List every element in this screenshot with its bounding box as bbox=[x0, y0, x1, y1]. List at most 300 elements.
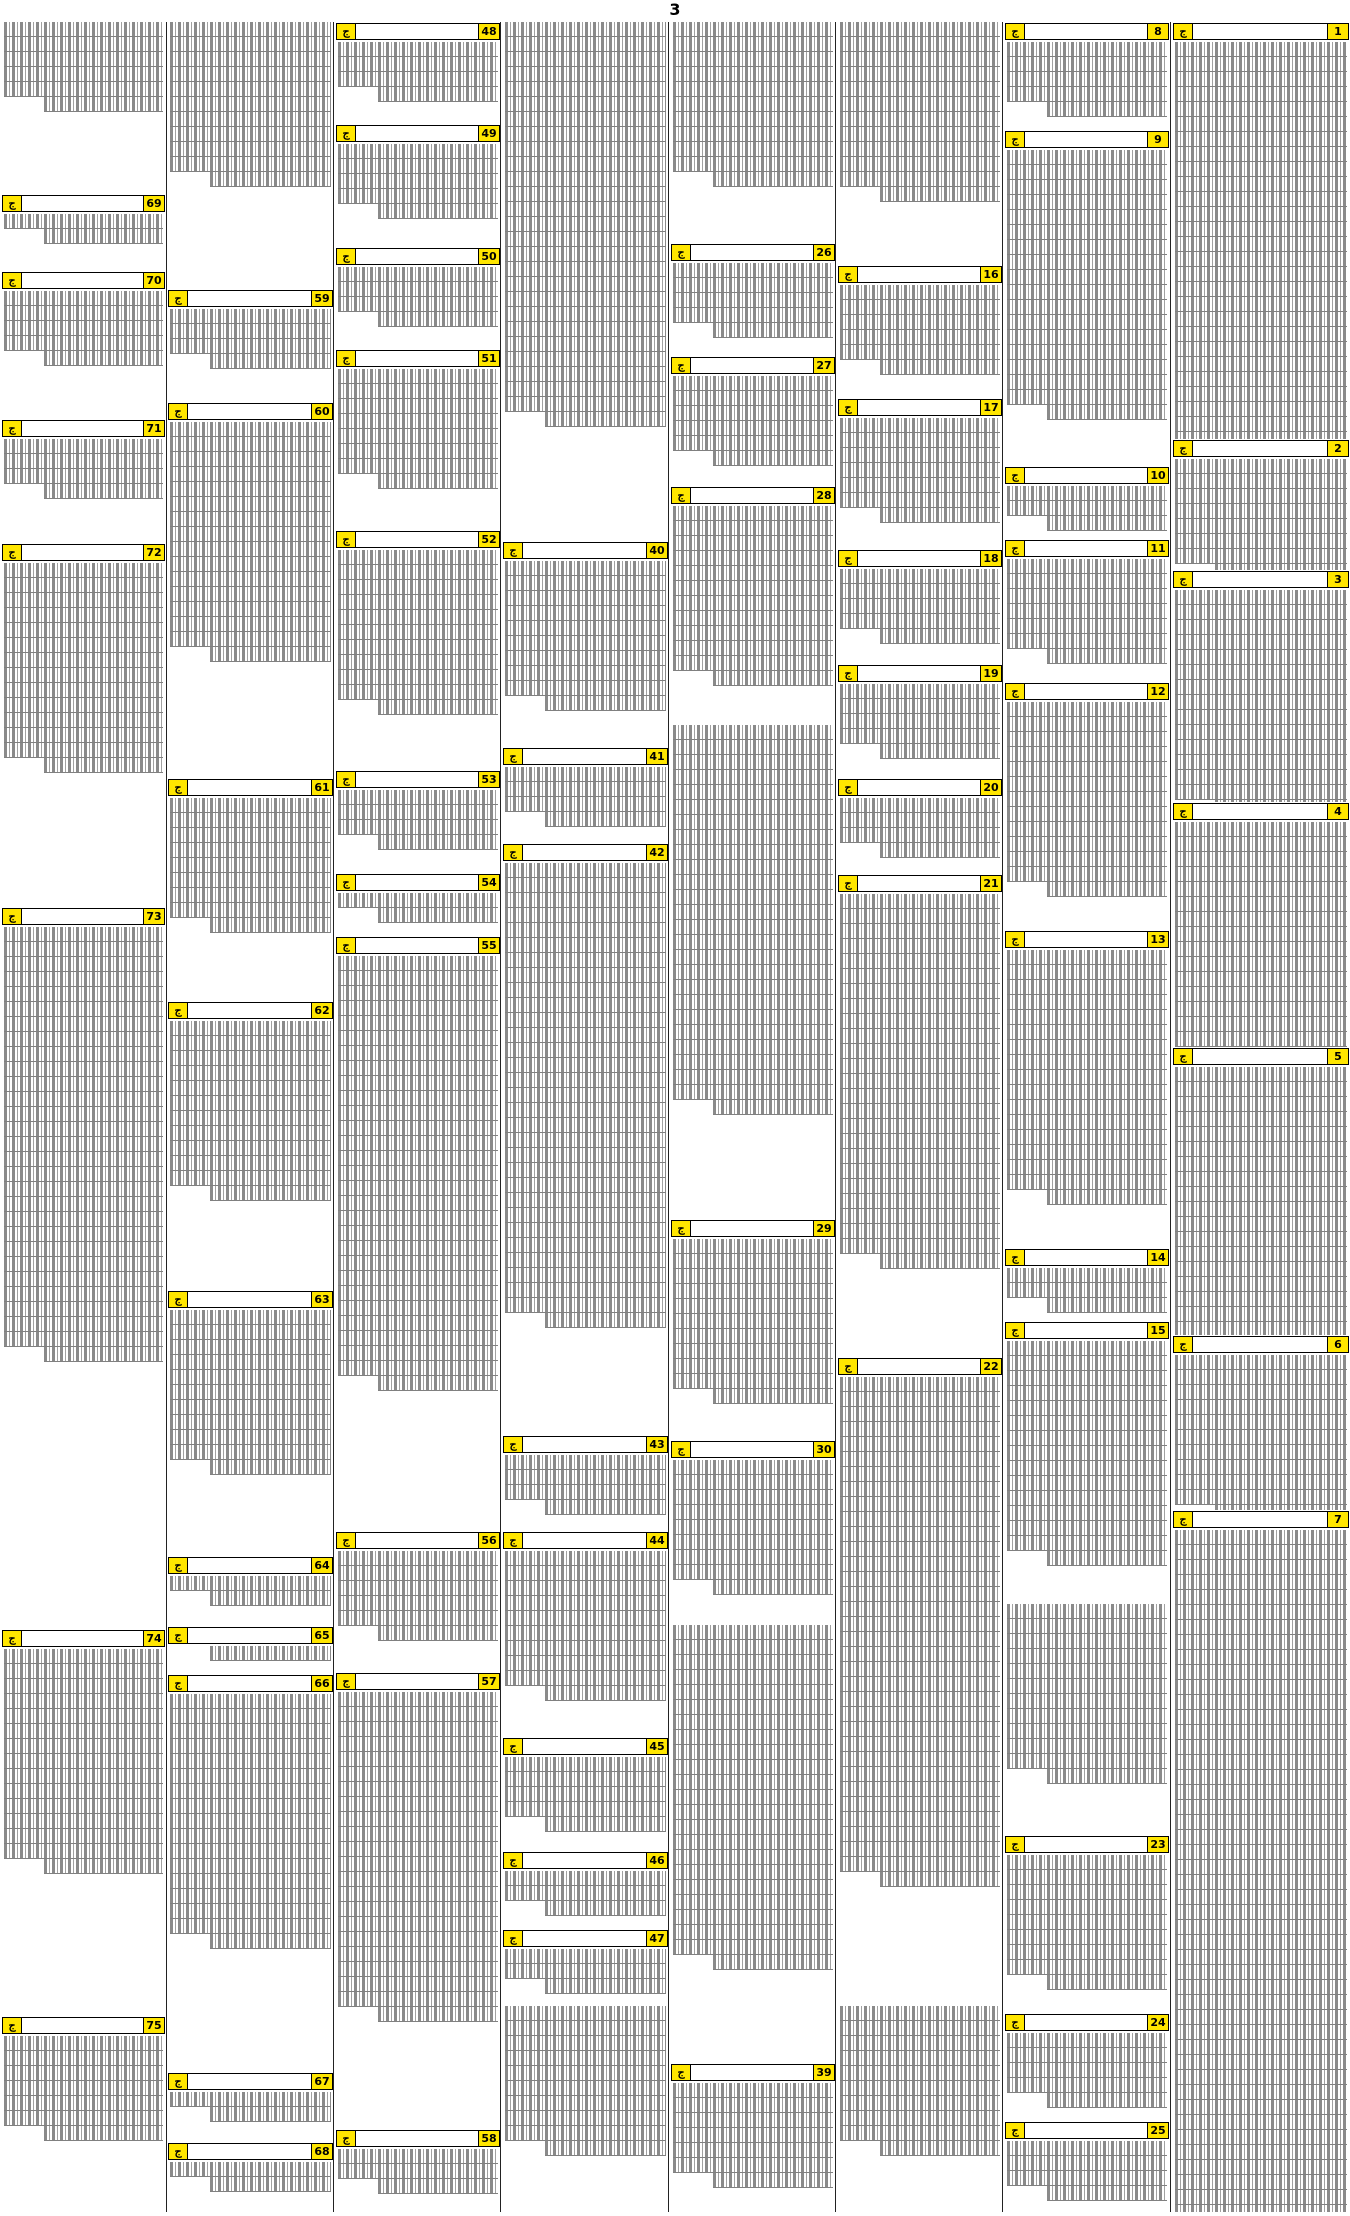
entry-header bbox=[838, 550, 1002, 567]
text-line bbox=[1007, 1160, 1167, 1175]
text-line bbox=[1007, 165, 1167, 180]
text-line bbox=[378, 474, 498, 489]
text-line bbox=[338, 971, 498, 986]
text-line bbox=[673, 436, 833, 451]
header-tag: ج bbox=[1174, 1337, 1193, 1352]
text-line bbox=[1175, 590, 1347, 605]
entry-number: 17 bbox=[980, 400, 1001, 415]
entry-number: 21 bbox=[980, 876, 1001, 891]
text-line bbox=[673, 1865, 833, 1880]
entry-text-block bbox=[336, 144, 500, 246]
text-line bbox=[505, 22, 666, 37]
text-line bbox=[170, 1066, 331, 1081]
text-line bbox=[673, 376, 833, 391]
text-line bbox=[840, 1737, 1000, 1752]
classified-entry bbox=[168, 1001, 333, 1290]
header-band bbox=[858, 876, 980, 891]
text-line bbox=[1175, 1995, 1347, 2010]
text-line bbox=[4, 1332, 163, 1347]
text-line bbox=[840, 954, 1000, 969]
text-line bbox=[505, 277, 666, 292]
entry-text-block bbox=[671, 376, 835, 487]
text-line bbox=[4, 957, 163, 972]
text-line bbox=[1175, 1680, 1347, 1695]
text-line bbox=[338, 670, 498, 685]
text-line bbox=[713, 671, 833, 686]
text-line bbox=[880, 1254, 1000, 1269]
header-tag: ج bbox=[839, 267, 858, 282]
text-line bbox=[4, 1212, 163, 1227]
text-line bbox=[4, 593, 163, 608]
text-line bbox=[1007, 300, 1167, 315]
entry-number: 69 bbox=[143, 196, 164, 211]
text-line bbox=[1007, 747, 1167, 762]
entry-text-block bbox=[1005, 150, 1169, 465]
text-line bbox=[4, 1844, 163, 1859]
text-line bbox=[1175, 252, 1347, 267]
text-line bbox=[505, 187, 666, 202]
text-line bbox=[505, 397, 666, 412]
text-line bbox=[338, 1962, 498, 1977]
text-line bbox=[4, 37, 163, 52]
text-line bbox=[1175, 725, 1347, 740]
text-line bbox=[1047, 405, 1167, 420]
entry-number: 64 bbox=[311, 1558, 332, 1573]
text-line bbox=[545, 2141, 666, 2156]
text-line bbox=[1007, 150, 1167, 165]
text-line bbox=[505, 217, 666, 232]
classified-entry bbox=[1173, 22, 1349, 439]
entry-header bbox=[1005, 1249, 1169, 1266]
text-line bbox=[880, 508, 1000, 523]
text-line bbox=[4, 1664, 163, 1679]
text-line bbox=[338, 57, 498, 72]
text-line bbox=[1175, 1575, 1347, 1590]
text-line bbox=[338, 565, 498, 580]
text-line bbox=[4, 563, 163, 578]
classified-entry bbox=[168, 1556, 333, 1626]
header-band bbox=[1025, 24, 1147, 39]
text-line bbox=[338, 1166, 498, 1181]
entry-text-block bbox=[503, 1455, 668, 1531]
text-line bbox=[1175, 2070, 1347, 2085]
text-line bbox=[840, 1602, 1000, 1617]
header-band bbox=[356, 938, 478, 953]
entry-number: 75 bbox=[143, 2018, 164, 2033]
entry-header bbox=[1005, 540, 1169, 557]
text-line bbox=[338, 1226, 498, 1241]
text-line bbox=[505, 292, 666, 307]
text-line bbox=[840, 2006, 1000, 2021]
text-line bbox=[1175, 1262, 1347, 1277]
text-line bbox=[840, 2126, 1000, 2141]
text-line bbox=[338, 1707, 498, 1722]
column-1 bbox=[1173, 22, 1349, 2212]
text-line bbox=[673, 521, 833, 536]
text-line bbox=[673, 1535, 833, 1550]
text-line bbox=[4, 2081, 163, 2096]
text-line bbox=[673, 1254, 833, 1269]
classified-entry bbox=[168, 1674, 333, 2072]
classified-entry bbox=[503, 747, 668, 843]
classified-entry bbox=[168, 2142, 333, 2212]
entry-number: 58 bbox=[478, 2131, 499, 2146]
text-line bbox=[840, 1452, 1000, 1467]
text-line bbox=[170, 903, 331, 918]
text-line bbox=[1175, 635, 1347, 650]
text-line bbox=[840, 1074, 1000, 1089]
entry-text-block bbox=[503, 2006, 668, 2212]
text-line bbox=[505, 1193, 666, 1208]
text-line bbox=[1007, 2141, 1167, 2156]
text-line bbox=[1007, 1930, 1167, 1945]
entry-number: 7 bbox=[1327, 1512, 1348, 1527]
text-line bbox=[210, 354, 331, 369]
text-line bbox=[840, 1512, 1000, 1527]
text-line bbox=[673, 142, 833, 157]
entry-number: 18 bbox=[980, 551, 1001, 566]
text-line bbox=[673, 830, 833, 845]
entry-text-block bbox=[503, 1757, 668, 1851]
entry-text-block bbox=[168, 1310, 333, 1557]
header-tag: ج bbox=[3, 545, 22, 560]
text-line bbox=[673, 581, 833, 596]
entry-number: 20 bbox=[980, 780, 1001, 795]
text-line bbox=[4, 2051, 163, 2066]
text-line bbox=[1175, 207, 1347, 222]
text-line bbox=[840, 463, 1000, 478]
text-line bbox=[505, 591, 666, 606]
text-line bbox=[673, 67, 833, 82]
text-line bbox=[1007, 2156, 1167, 2171]
header-band bbox=[523, 1853, 646, 1868]
text-line bbox=[1175, 665, 1347, 680]
text-line bbox=[840, 418, 1000, 433]
text-line bbox=[1175, 162, 1347, 177]
entry-header bbox=[671, 1441, 835, 1458]
text-line bbox=[1007, 1634, 1167, 1649]
entry-header bbox=[2, 1630, 165, 1647]
text-line bbox=[545, 1500, 666, 1515]
text-line bbox=[170, 1739, 331, 1754]
text-line bbox=[713, 1955, 833, 1970]
entry-number: 6 bbox=[1327, 1337, 1348, 1352]
text-line bbox=[4, 1137, 163, 1152]
text-line bbox=[673, 1835, 833, 1850]
header-tag: ج bbox=[337, 532, 356, 547]
header-tag: ج bbox=[169, 1558, 188, 1573]
text-line bbox=[1175, 1590, 1347, 1605]
classified-entry bbox=[671, 243, 835, 355]
text-line bbox=[1175, 1430, 1347, 1445]
header-band bbox=[22, 909, 143, 924]
header-tag: ج bbox=[1174, 1512, 1193, 1527]
text-line bbox=[1175, 1635, 1347, 1650]
text-line bbox=[4, 454, 163, 469]
text-line bbox=[673, 656, 833, 671]
classified-entry bbox=[671, 725, 835, 1218]
header-band bbox=[1025, 2123, 1147, 2138]
entry-text-block bbox=[2, 2036, 165, 2212]
text-line bbox=[840, 300, 1000, 315]
text-line bbox=[1175, 267, 1347, 282]
classified-entry bbox=[168, 2072, 333, 2142]
header-band bbox=[188, 1628, 311, 1643]
text-line bbox=[673, 278, 833, 293]
text-line bbox=[1007, 980, 1167, 995]
text-line bbox=[1175, 1127, 1347, 1142]
text-line bbox=[1175, 42, 1347, 57]
text-line bbox=[673, 1700, 833, 1715]
text-line bbox=[673, 1655, 833, 1670]
text-line bbox=[1175, 2115, 1347, 2130]
text-line bbox=[4, 743, 163, 758]
text-line bbox=[505, 2051, 666, 2066]
classified-entry bbox=[1005, 2121, 1169, 2212]
entry-text-block bbox=[1005, 42, 1169, 130]
text-line bbox=[505, 52, 666, 67]
text-line bbox=[170, 798, 331, 813]
entry-header bbox=[503, 1436, 668, 1453]
text-line bbox=[1007, 1401, 1167, 1416]
classified-entry bbox=[838, 2006, 1002, 2212]
text-line bbox=[840, 813, 1000, 828]
entry-header bbox=[503, 748, 668, 765]
entry-text-block bbox=[1005, 559, 1169, 682]
text-line bbox=[840, 729, 1000, 744]
entry-text-block bbox=[336, 369, 500, 530]
text-line bbox=[840, 97, 1000, 112]
entry-number: 73 bbox=[143, 909, 164, 924]
text-line bbox=[505, 878, 666, 893]
text-line bbox=[1007, 1100, 1167, 1115]
header-band bbox=[188, 780, 311, 795]
text-line bbox=[1175, 1370, 1347, 1385]
entry-text-block bbox=[503, 22, 668, 541]
header-band bbox=[356, 24, 478, 39]
entry-header bbox=[2, 195, 165, 212]
text-line bbox=[170, 1769, 331, 1784]
text-line bbox=[1175, 987, 1347, 1002]
text-line bbox=[1007, 1085, 1167, 1100]
text-line bbox=[1175, 1785, 1347, 1800]
header-tag: ج bbox=[672, 358, 691, 373]
classified-entry bbox=[671, 356, 835, 487]
text-line bbox=[44, 351, 163, 366]
text-line bbox=[1175, 387, 1347, 402]
text-line bbox=[880, 360, 1000, 375]
text-line bbox=[170, 1754, 331, 1769]
classified-entry bbox=[336, 22, 500, 124]
text-line bbox=[1047, 102, 1167, 117]
header-band bbox=[188, 1003, 311, 1018]
text-line bbox=[673, 770, 833, 785]
text-line bbox=[840, 584, 1000, 599]
text-line bbox=[170, 339, 331, 354]
text-line bbox=[170, 1799, 331, 1814]
text-line bbox=[1175, 2205, 1347, 2212]
header-band bbox=[22, 545, 143, 560]
text-line bbox=[1007, 995, 1167, 1010]
header-tag: ج bbox=[337, 126, 356, 141]
text-line bbox=[1175, 1292, 1347, 1307]
entry-text-block bbox=[671, 725, 835, 1218]
text-line bbox=[505, 1886, 666, 1901]
text-line bbox=[673, 308, 833, 323]
text-line bbox=[505, 337, 666, 352]
text-line bbox=[1175, 882, 1347, 897]
text-line bbox=[4, 1122, 163, 1137]
classified-entry bbox=[1005, 130, 1169, 465]
text-line bbox=[1007, 574, 1167, 589]
text-line bbox=[1175, 1112, 1347, 1127]
entry-text-block bbox=[2, 214, 165, 271]
text-line bbox=[545, 1817, 666, 1832]
text-line bbox=[840, 1542, 1000, 1557]
text-line bbox=[1175, 1845, 1347, 1860]
text-line bbox=[1175, 2040, 1347, 2055]
text-line bbox=[1007, 1386, 1167, 1401]
text-line bbox=[1047, 1190, 1167, 1205]
text-line bbox=[673, 860, 833, 875]
text-line bbox=[1007, 1145, 1167, 1160]
text-line bbox=[673, 1070, 833, 1085]
text-line bbox=[210, 1934, 331, 1949]
text-line bbox=[338, 1551, 498, 1566]
text-line bbox=[4, 713, 163, 728]
text-line bbox=[338, 1031, 498, 1046]
text-line bbox=[1175, 2010, 1347, 2025]
entry-text-block bbox=[168, 798, 333, 1001]
text-line bbox=[505, 112, 666, 127]
text-line bbox=[170, 1325, 331, 1340]
entry-text-block bbox=[168, 309, 333, 403]
text-line bbox=[1215, 564, 1347, 570]
text-line bbox=[338, 1076, 498, 1091]
text-line bbox=[170, 467, 331, 482]
text-line bbox=[1007, 1619, 1167, 1634]
text-line bbox=[505, 908, 666, 923]
text-line bbox=[170, 37, 331, 52]
entry-header bbox=[336, 531, 500, 548]
header-tag: ج bbox=[169, 1628, 188, 1643]
text-line bbox=[673, 800, 833, 815]
text-line bbox=[1175, 1965, 1347, 1980]
entry-number: 55 bbox=[478, 938, 499, 953]
text-line bbox=[673, 641, 833, 656]
text-line bbox=[840, 1407, 1000, 1422]
text-line bbox=[1175, 1232, 1347, 1247]
text-line bbox=[1175, 710, 1347, 725]
text-line bbox=[840, 157, 1000, 172]
text-line bbox=[1007, 1476, 1167, 1491]
classified-entry bbox=[168, 22, 333, 289]
text-line bbox=[840, 1692, 1000, 1707]
text-line bbox=[1175, 474, 1347, 489]
text-line bbox=[338, 1872, 498, 1887]
text-line bbox=[1007, 1664, 1167, 1679]
text-line bbox=[545, 1901, 666, 1916]
text-line bbox=[1175, 740, 1347, 755]
text-line bbox=[673, 97, 833, 112]
text-line bbox=[1007, 1040, 1167, 1055]
classified-entry bbox=[503, 1531, 668, 1737]
text-line bbox=[1175, 2145, 1347, 2160]
text-line bbox=[840, 1164, 1000, 1179]
entry-text-block bbox=[671, 263, 835, 355]
text-line bbox=[1007, 634, 1167, 649]
classified-entry bbox=[1005, 22, 1169, 130]
text-line bbox=[1007, 2078, 1167, 2093]
text-line bbox=[713, 323, 833, 338]
entry-number: 3 bbox=[1327, 572, 1348, 587]
text-line bbox=[505, 1566, 666, 1581]
header-tag: ج bbox=[504, 845, 523, 860]
text-line bbox=[840, 939, 1000, 954]
header-band bbox=[356, 2131, 478, 2146]
text-line bbox=[505, 1787, 666, 1802]
text-line bbox=[1175, 680, 1347, 695]
header-tag: ج bbox=[672, 488, 691, 503]
text-line bbox=[338, 1977, 498, 1992]
text-line bbox=[505, 1223, 666, 1238]
text-line bbox=[673, 1745, 833, 1760]
text-line bbox=[505, 863, 666, 878]
text-line bbox=[1175, 1460, 1347, 1475]
text-line bbox=[1175, 1530, 1347, 1545]
entry-number: 25 bbox=[1147, 2123, 1168, 2138]
text-line bbox=[840, 142, 1000, 157]
entry-text-block bbox=[336, 893, 500, 936]
text-line bbox=[378, 908, 498, 923]
text-line bbox=[170, 1919, 331, 1934]
entry-text-block bbox=[838, 569, 1002, 663]
header-tag: ج bbox=[169, 404, 188, 419]
text-line bbox=[840, 448, 1000, 463]
header-band bbox=[691, 488, 813, 503]
entry-text-block bbox=[1005, 2033, 1169, 2121]
text-line bbox=[673, 596, 833, 611]
text-line bbox=[673, 1475, 833, 1490]
text-line bbox=[338, 1752, 498, 1767]
entry-header bbox=[838, 1358, 1002, 1375]
entry-header bbox=[336, 23, 500, 40]
text-line bbox=[1007, 1945, 1167, 1960]
entry-text-block bbox=[2, 439, 165, 543]
text-line bbox=[1007, 2063, 1167, 2078]
text-line bbox=[1175, 1545, 1347, 1560]
header-tag: ج bbox=[672, 245, 691, 260]
text-line bbox=[505, 2081, 666, 2096]
text-line bbox=[210, 2107, 331, 2122]
entry-text-block bbox=[1173, 1355, 1349, 1509]
text-line bbox=[170, 1370, 331, 1385]
header-band bbox=[1025, 1250, 1147, 1265]
text-line bbox=[505, 576, 666, 591]
text-line bbox=[505, 561, 666, 576]
column-5 bbox=[503, 22, 668, 2212]
text-line bbox=[378, 87, 498, 102]
entry-header bbox=[336, 1673, 500, 1690]
entry-header bbox=[168, 403, 333, 420]
text-line bbox=[170, 617, 331, 632]
text-line bbox=[1007, 180, 1167, 195]
text-line bbox=[4, 972, 163, 987]
text-line bbox=[338, 1151, 498, 1166]
text-line bbox=[1175, 1560, 1347, 1575]
text-line bbox=[338, 1947, 498, 1962]
text-line bbox=[338, 1596, 498, 1611]
